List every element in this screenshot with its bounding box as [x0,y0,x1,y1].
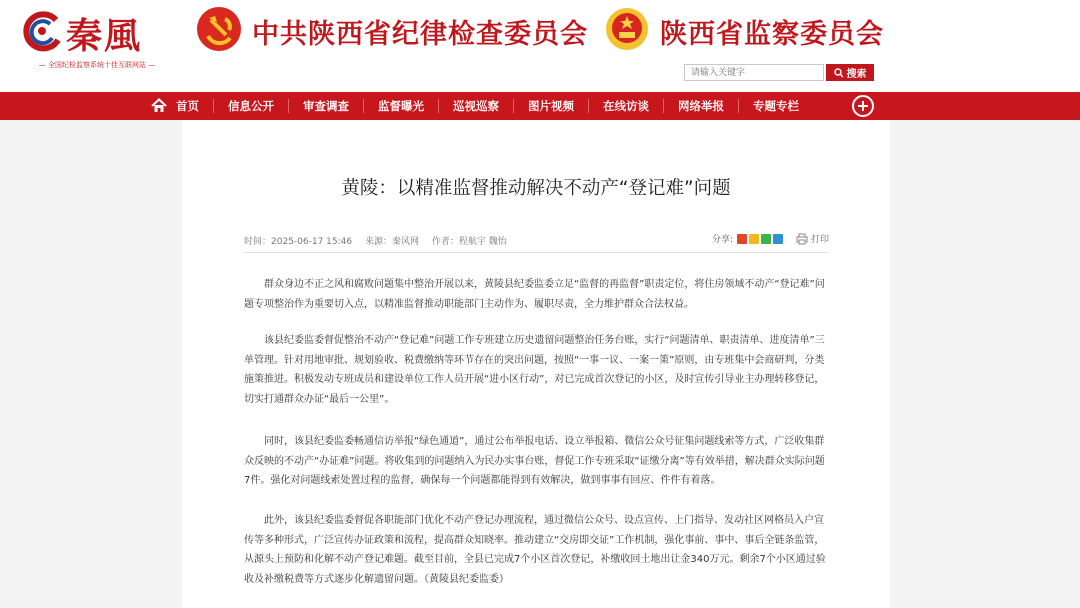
article-author: 作者：程航宇 魏怡 [431,237,507,247]
search-input[interactable] [684,64,824,81]
main-nav [0,92,1080,120]
search-button-label: 搜索 [846,69,867,80]
article-meta [244,234,517,247]
nav-divider [513,99,514,113]
print-label: 打印 [811,235,830,245]
share-more-icon[interactable] [773,234,783,244]
print-button[interactable] [796,232,829,245]
article-paragraph: 群众身边不正之风和腐败问题集中整治开展以来，黄陵县纪委监委立足“监督的再监督”职责定位，将住房领域不动产“登记难”问题专项整治作为重要切入点，以精准监督推动职能部门主动作为、履职尽责，全力维护群众合法权益。 [244,279,825,310]
org-title-supervision[interactable]: 陕西省监察委员会 [660,19,884,50]
org-title-discipline[interactable]: 中共陕西省纪律检查委员会 [252,19,588,50]
site-header [0,0,1080,92]
party-emblem-icon [196,6,242,52]
article-time: 时间：2025-06-17 15:46 [244,237,353,247]
article-title: 黄陵：以精准监督推动解决不动产“登记难”问题 [341,178,731,199]
logo-text: 秦風 [66,15,143,57]
nav-divider [588,99,589,113]
search-button[interactable] [826,64,874,81]
home-icon[interactable] [150,97,168,115]
share-weibo-icon[interactable] [737,234,747,244]
search-bar [684,64,874,81]
national-emblem-icon [604,6,650,52]
share-label: 分享: [712,235,734,245]
nav-item-home[interactable]: 首页 [176,99,199,113]
nav-item-investigation[interactable]: 审查调查 [303,99,349,113]
nav-divider [738,99,739,113]
nav-divider [288,99,289,113]
site-logo[interactable] [16,6,176,68]
nav-divider [663,99,664,113]
meta-divider [244,252,828,253]
nav-item-media[interactable]: 图片视频 [528,99,574,113]
search-icon [834,68,844,78]
plus-icon[interactable] [852,95,874,117]
share-bar [712,232,783,245]
nav-divider [438,99,439,113]
qinfeng-logo-icon [20,10,64,54]
printer-icon [796,233,808,245]
nav-item-exposure[interactable]: 监督曝光 [378,99,424,113]
nav-item-inspection[interactable]: 巡视巡察 [453,99,499,113]
nav-divider [363,99,364,113]
nav-divider [213,99,214,113]
nav-item-report[interactable]: 网络举报 [678,99,724,113]
nav-item-interview[interactable]: 在线访谈 [603,99,649,113]
article-paragraph: 同时，该县纪委监委畅通信访举报“绿色通道”，通过公布举报电话、设立举报箱、微信公众号征集问题线索等方式，广泛收集群众反映的不动产“办证难”问题。将收集到的问题纳入为民办实事台账，督促工作专班采取“证缴分离”等有效举措，解决群众实际问题7件。强化对问题线索处置过程的监督，确保每一个问题都能得到有效解决，做到事事有回应、件件有着落。 [244,436,825,486]
share-wechat-icon[interactable] [761,234,771,244]
logo-subtitle: — 全国纪检监察系统十佳互联网站 — [38,61,156,69]
article-container [182,120,890,608]
nav-item-info[interactable]: 信息公开 [228,99,274,113]
share-qzone-icon[interactable] [749,234,759,244]
article-source: 来源：秦风网 [364,237,419,247]
article-paragraph: 此外，该县纪委监委督促各职能部门优化不动产登记办理流程，通过微信公众号、设点宣传、上门指导、发动社区网格员入户宣传等多种形式，广泛宣传办证政策和流程，提高群众知晓率。推动建立“交房即交证”工作机制，强化事前、事中、事后全链条监管，从源头上预防和化解不动产登记难题。截至目前，全县已完成7个小区首次登记，补缴收回土地出让金340万元。剩余7个小区通过验收及补缴税费等方式逐步化解遗留问题。（黄陵县纪委监委） [244,515,826,585]
article-paragraph: 该县纪委监委督促整治不动产“登记难”问题工作专班建立历史遗留问题整治任务台账，实行“问题清单、职责清单、进度清单”三单管理。针对用地审批、规划验收、税费缴纳等环节存在的突出问题，按照“一事一议、一案一策”原则，由专班集中会商研判，分类施策推进。积极发动专班成员和建设单位工作人员开展“进小区行动”，对已完成首次登记的小区，及时宣传引导业主办理转移登记，切实打通群众办证“最后一公里”。 [244,335,825,405]
nav-item-topics[interactable]: 专题专栏 [753,99,799,113]
